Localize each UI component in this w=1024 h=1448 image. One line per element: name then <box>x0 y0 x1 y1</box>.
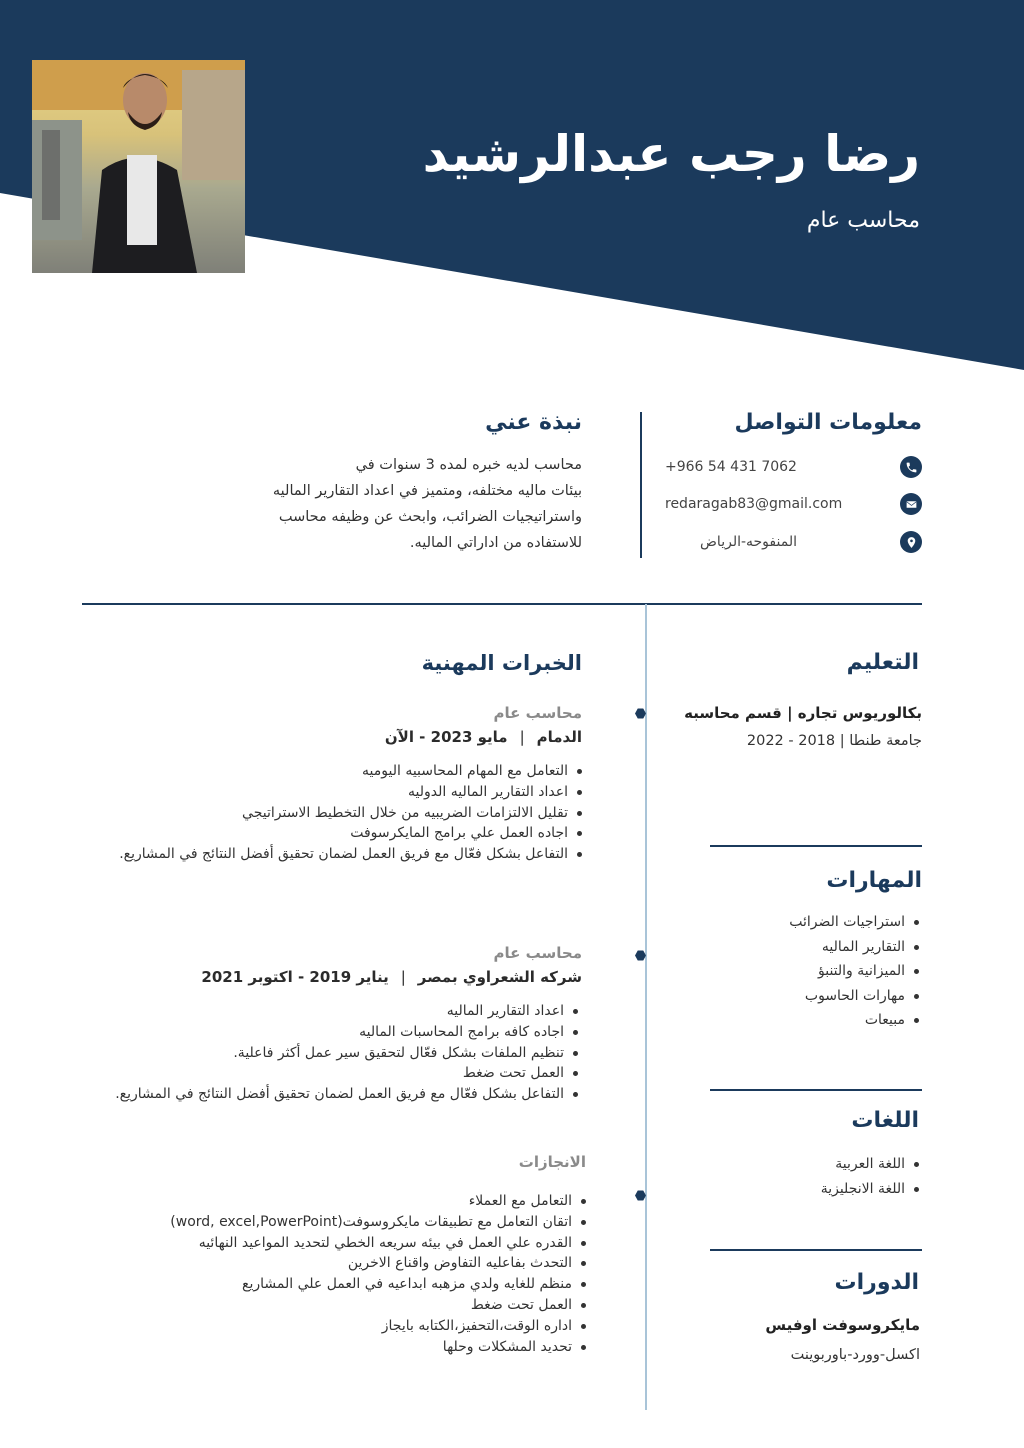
contact-phone[interactable]: +966 54 431 7062 <box>665 459 797 475</box>
skill-item: استراجيات الضرائب <box>789 910 921 935</box>
skills-list <box>789 910 921 1033</box>
skill-item: الميزانية والتنبؤ <box>789 959 921 984</box>
achievement-item: التعامل مع العملاء <box>170 1191 588 1212</box>
job-period: يناير 2019 - اكتوبر 2021 <box>201 968 389 986</box>
location-icon <box>900 531 922 553</box>
education-university: جامعة طنطا | 2018 - 2022 <box>746 733 922 749</box>
languages-section-title: اللغات <box>851 1108 919 1133</box>
contact-section-title: معلومات التواصل <box>734 410 922 435</box>
task-item: التفاعل بشكل فعّال مع فريق العمل لضمان تحقيق أفضل النتائج في المشاريع. <box>115 1084 580 1105</box>
task-item: تنظيم الملفات بشكل فعّال لتحقيق سير عمل أكثر فاعلية. <box>115 1043 580 1064</box>
header-divider <box>640 412 642 558</box>
contact-email-row <box>665 491 922 517</box>
about-line: بيئات ماليه مختلفه، ومتميز في اعداد التقارير الماليه <box>272 483 582 499</box>
skill-item: التقارير الماليه <box>789 935 921 960</box>
phone-icon <box>900 456 922 478</box>
achievement-item: العمل تحت ضغط <box>170 1295 588 1316</box>
course-name: مايكروسوفت اوفيس <box>765 1316 920 1334</box>
about-text <box>252 452 582 556</box>
job-title: محاسب عام <box>806 208 920 233</box>
achievement-item: التحدث بفاعليه التفاوض واقناع الاخرين <box>170 1253 588 1274</box>
education-degree: بكالوريوس تجاره | قسم محاسبه <box>684 704 922 722</box>
course-description: اكسل-وورد-باوربوينت <box>790 1347 920 1363</box>
job-tasks <box>119 761 584 865</box>
job-company: الدمام <box>536 728 582 746</box>
experience-section-title: الخبرات المهنية <box>421 651 582 675</box>
courses-section-title: الدورات <box>834 1270 919 1295</box>
task-item: اعداد التقارير الماليه <box>115 1001 580 1022</box>
job-company: شركه الشعراوي بمصر <box>417 968 582 986</box>
job-meta <box>385 728 582 746</box>
achievement-item: منظم للغايه ولدي مزهبه ابداعيه في العمل علي المشاريع <box>170 1274 588 1295</box>
candidate-name: رضا رجب عبدالرشيد <box>422 125 920 183</box>
task-item: التعامل مع المهام المحاسبيه اليوميه <box>119 761 584 782</box>
section-divider <box>710 1089 922 1091</box>
meta-separator: | <box>400 968 406 986</box>
about-line: محاسب لديه خبره لمده 3 سنوات في <box>355 457 582 473</box>
achievement-item: اتقان التعامل مع تطبيقات مايكروسوفت(word, excel,PowerPoint) <box>170 1212 588 1233</box>
task-item: اجاده كافه برامج المحاسبات الماليه <box>115 1022 580 1043</box>
timeline-line <box>645 604 647 1410</box>
task-item: العمل تحت ضغط <box>115 1063 580 1084</box>
job-role: محاسب عام <box>493 944 582 962</box>
section-divider <box>710 1249 922 1251</box>
languages-list <box>821 1152 921 1201</box>
skill-item: مهارات الحاسوب <box>789 984 921 1009</box>
task-item: تقليل الالتزامات الضريبيه من خلال التخطيط الاستراتيجي <box>119 803 584 824</box>
education-section-title: التعليم <box>846 650 919 675</box>
contact-email[interactable]: redaragab83@gmail.com <box>665 496 843 512</box>
task-item: التفاعل بشكل فعّال مع فريق العمل لضمان تحقيق أفضل النتائج في المشاريع. <box>119 844 584 865</box>
achievements-title: الانجازات <box>518 1153 586 1171</box>
achievement-item: تحديد المشكلات وحلها <box>170 1337 588 1358</box>
achievement-item: اداره الوقت،التحفيز،الكتابه بايجاز <box>170 1316 588 1337</box>
job-meta <box>201 968 582 986</box>
contact-location-row <box>700 529 922 555</box>
section-divider <box>82 603 922 605</box>
job-tasks <box>115 1001 580 1105</box>
skill-item: مبيعات <box>789 1008 921 1033</box>
about-section-title: نبذة عني <box>485 410 582 435</box>
about-line: للاستفاده من اداراتي الماليه. <box>409 535 582 551</box>
task-item: اعداد التقارير الماليه الدوليه <box>119 782 584 803</box>
about-line: واستراتيجيات الضرائب، وابحث عن وظيفه محاسب <box>278 509 582 525</box>
skills-section-title: المهارات <box>826 868 922 893</box>
job-period: مايو 2023 - الآن <box>384 728 508 746</box>
meta-separator: | <box>519 728 525 746</box>
language-item: اللغة الانجليزية <box>821 1177 921 1202</box>
email-icon <box>900 493 922 515</box>
achievements-list <box>170 1191 588 1357</box>
job-role: محاسب عام <box>493 704 582 722</box>
language-item: اللغة العربية <box>821 1152 921 1177</box>
section-divider <box>710 845 922 847</box>
contact-location: المنفوحه-الرياض <box>700 534 797 550</box>
achievement-item: القدره علي العمل في بيئه سريعه الخطي لتحديد المواعيد النهائيه <box>170 1233 588 1254</box>
profile-photo <box>32 60 245 273</box>
task-item: اجاده العمل علي برامج المايكرسوفت <box>119 823 584 844</box>
contact-phone-row <box>665 454 922 480</box>
